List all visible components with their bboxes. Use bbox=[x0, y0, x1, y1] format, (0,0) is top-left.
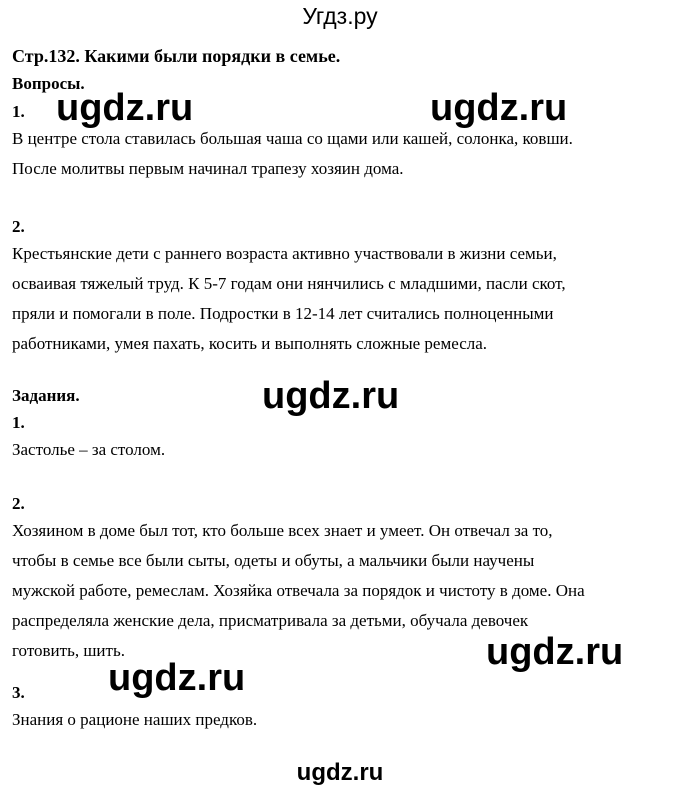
text-line: работниками, умея пахать, косить и выполнять сложные ремесла. bbox=[12, 334, 488, 353]
question-2-answer bbox=[12, 239, 652, 359]
watermark: ugdz.ru bbox=[56, 87, 194, 129]
site-title: Угдз.ру bbox=[302, 3, 378, 29]
task-3-answer bbox=[12, 705, 652, 735]
text-line: Знания о рационе наших предков. bbox=[12, 710, 258, 729]
watermark: ugdz.ru bbox=[108, 657, 246, 699]
task-1-answer bbox=[12, 435, 652, 465]
page-heading: Стр.132. Какими были порядки в семье. bbox=[12, 46, 341, 66]
watermark: ugdz.ru bbox=[430, 87, 568, 129]
text-line: чтобы в семье все были сыты, одеты и обуты, а мальчики были научены bbox=[12, 551, 535, 570]
text-line: готовить, шить. bbox=[12, 641, 125, 660]
tasks-section-title: Задания. bbox=[12, 386, 80, 405]
text-line: осваивая тяжелый труд. К 5-7 годам они нянчились с младшими, пасли скот, bbox=[12, 274, 566, 293]
text-line: мужской работе, ремеслам. Хозяйка отвечала за порядок и чистоту в доме. Она bbox=[12, 581, 585, 600]
task-1-number: 1. bbox=[12, 413, 25, 432]
text-line: пряли и помогали в поле. Подростки в 12-14 лет считались полноценными bbox=[12, 304, 554, 323]
watermark: ugdz.ru bbox=[486, 631, 624, 673]
text-line: распределяла женские дела, присматривала за детьми, обучала девочек bbox=[12, 611, 529, 630]
question-2-number: 2. bbox=[12, 217, 25, 236]
text-line: Хозяином в доме был тот, кто больше всех знает и умеет. Он отвечал за то, bbox=[12, 521, 553, 540]
text-line: В центре стола ставилась большая чаша со щами или кашей, солонка, ковши. bbox=[12, 129, 573, 148]
question-1-answer bbox=[12, 124, 652, 184]
text-line: Застолье – за столом. bbox=[12, 440, 166, 459]
task-3-number: 3. bbox=[12, 683, 25, 702]
footer-watermark: ugdz.ru bbox=[296, 759, 384, 786]
question-1-number: 1. bbox=[12, 102, 25, 121]
questions-section-title: Вопросы. bbox=[12, 74, 85, 93]
watermark: ugdz.ru bbox=[262, 375, 400, 417]
task-2-number: 2. bbox=[12, 494, 25, 513]
text-line: После молитвы первым начинал трапезу хозяин дома. bbox=[12, 159, 404, 178]
text-line: Крестьянские дети с раннего возраста активно участвовали в жизни семьи, bbox=[12, 244, 557, 263]
